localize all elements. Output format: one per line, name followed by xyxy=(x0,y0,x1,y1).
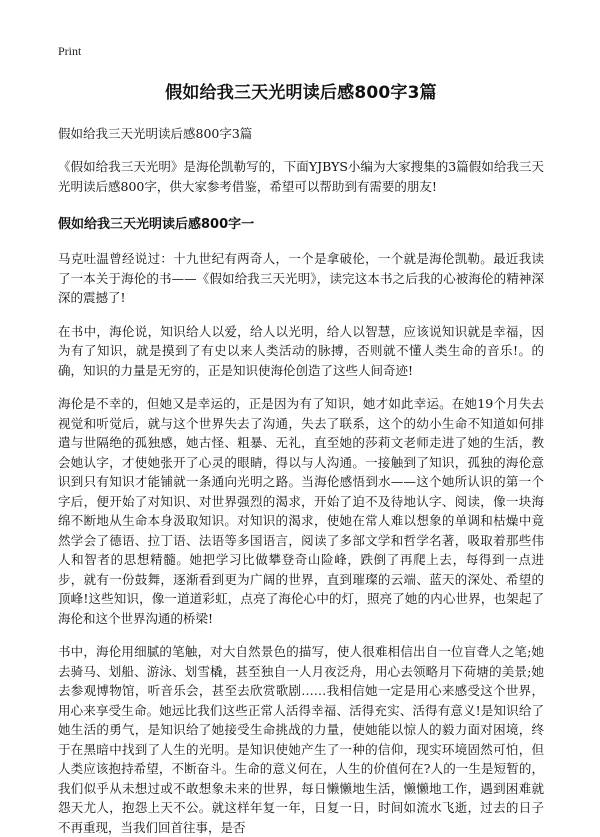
intro-paragraph: 《假如给我三天光明》是海伦凯勒写的，下面YJBYS小编为大家搜集的3篇假如给我三天光明读后感800字，供大家参考借鉴，希望可以帮助到有需要的朋友! xyxy=(58,159,544,194)
print-link[interactable]: Print xyxy=(58,44,82,58)
body-paragraph-3: 海伦是不幸的，但她又是幸运的，正是因为有了知识，她才如此幸运。在她19个月失去视觉和听觉后，就与这个世界失去了沟通，失去了联系，这个的幼小生命不知道如何排遣与世隔绝的孤独感，她古怪、粗暴、无礼，直至她的莎莉文老师走进了她的生活，教会她认字，才使她张开了心灵的眼睛，得以与人沟通。一接触到了知识，孤独的海伦意识到只有知识才能铺就一条通向光明之路。当海伦感悟到水——这个她所认识的第一个字后，便开始了对知识、对世界强烈的渴求，开始了迫不及待地认字、阅读，像一块海绵不断地从生命本身汲取知识。对知识的渴求，使她在常人难以想象的单调和枯燥中竟然学会了德语、拉丁语、法语等多国语言，阅读了多部文学和哲学名著，吸取着那些伟人和智者的思想精髓。她把学习比做攀登奇山险峰，跌倒了再爬上去，每得到一点进步，就有一份鼓舞，逐渐看到更为广阔的世界，直到璀璨的云端、蓝天的深处、希望的顶峰!这些知识，像一道道彩虹，点亮了海伦心中的灯，照亮了她的内心世界，也架起了海伦和这个世界沟通的桥梁! xyxy=(58,396,544,626)
body-paragraph-1: 马克吐温曾经说过：十九世纪有两奇人，一个是拿破伦，一个就是海伦凯勒。最近我读了一本关于海伦的书——《假如给我三天光明》，读完这本书之后我的心被海伦的精神深深的震撼了! xyxy=(58,251,544,305)
body-paragraph-4: 书中，海伦用细腻的笔触，对大自然景色的描写，使人很难相信出自一位盲聋人之笔;她去骑马、划船、游泳、划雪橇，甚至独自一人月夜泛舟，用心去领略月下荷塘的美景;她去参观博物馆，听音乐会，甚至去欣赏歌剧……我相信她一定是用心来感受这个世界，用心来享受生命。她远比我们这些正常人活得幸福、活得充实、活得有意义!是知识给了她生活的勇气，是知识给了她接受生命挑战的力量，使她能以惊人的毅力面对困境，终于在黑暗中找到了人生的光明。是知识使她产生了一种的信仰，现实环境固然可怕，但人类应该抱持希望，不断奋斗。生命的意义何在，人生的价值何在?人的一生是短暂的，我们似乎从未想过或不敢想象未来的世界，每日懒懒地生活，懒懒地工作，遇到困难就怨天尤人，抱怨上天不公。就这样年复一年，日复一日，时间如流水飞逝，过去的日子不再重现，当我们回首往事，是否 xyxy=(58,644,544,835)
page-title: 假如给我三天光明读后感800字3篇 xyxy=(165,83,437,103)
body-paragraph-2: 在书中，海伦说，知识给人以爱，给人以光明，给人以智慧，应该说知识就是幸福，因为有了知识，就是摸到了有史以来人类活动的脉搏，否则就不懂人类生命的音乐!。的确，知识的力量是无穷的，正是知识使海伦创造了这些人间奇迹! xyxy=(58,323,544,378)
document-subtitle: 假如给我三天光明读后感800字3篇 xyxy=(58,126,253,141)
section-heading: 假如给我三天光明读后感800字一 xyxy=(58,217,255,232)
